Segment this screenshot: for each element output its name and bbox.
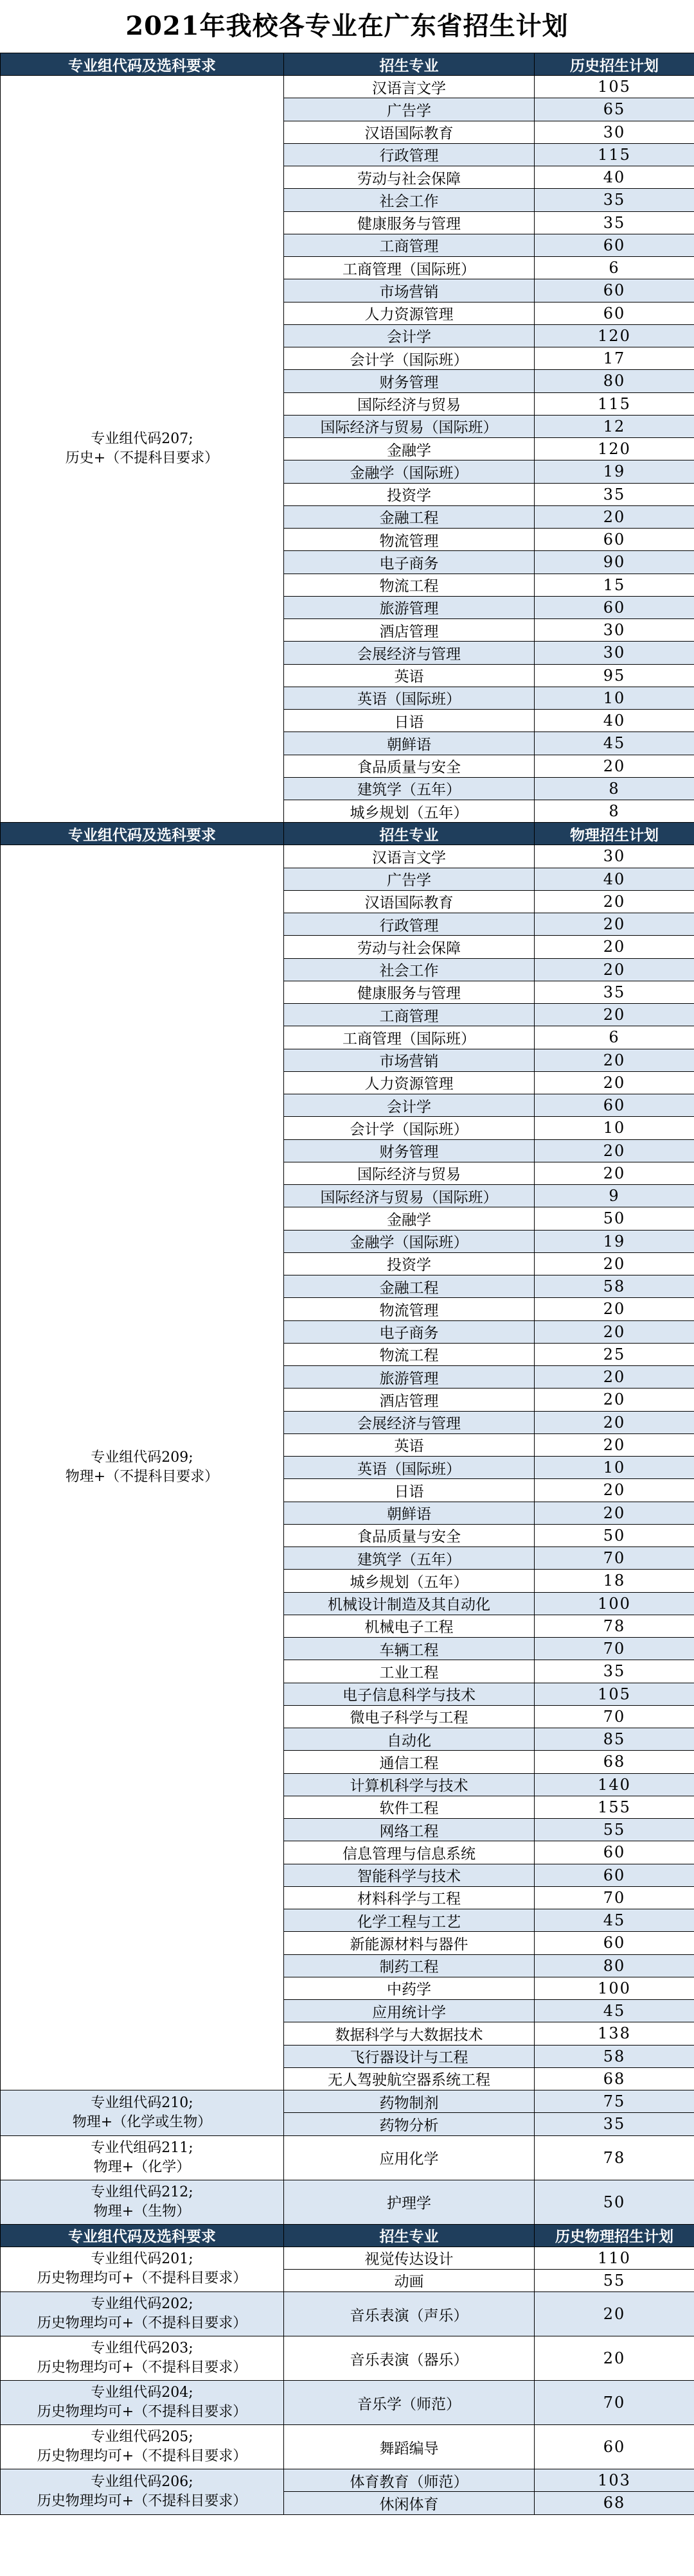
major-cell: 社会工作 [284,189,535,211]
major-cell: 市场营销 [284,279,535,302]
table-row [1,76,694,98]
quota-cell: 60 [535,279,694,302]
major-cell: 自动化 [284,1728,535,1751]
major-cell: 金融学 [284,438,535,460]
major-cell: 城乡规划（五年） [284,1570,535,1592]
major-cell: 劳动与社会保障 [284,166,535,189]
major-cell: 视觉传达设计 [284,2247,535,2269]
quota-cell: 120 [535,324,694,347]
major-cell: 国际经济与贸易 [284,1162,535,1184]
major-cell: 财务管理 [284,1139,535,1162]
major-cell: 护理学 [284,2180,535,2224]
group-code-line: 历史+（不提科目要求） [65,450,219,467]
quota-cell: 30 [535,642,694,664]
major-cell: 物流工程 [284,574,535,596]
quota-cell: 20 [535,1366,694,1389]
quota-cell: 20 [535,936,694,958]
major-cell: 无人驾驶航空器系统工程 [284,2067,535,2090]
quota-cell: 35 [535,1660,694,1683]
major-cell: 应用统计学 [284,2000,535,2022]
group-code-line: 物理+（化学或生物） [72,2114,212,2130]
quota-cell: 6 [535,257,694,279]
major-cell: 工商管理 [284,234,535,256]
major-cell: 通信工程 [284,1751,535,1773]
major-cell: 金融学 [284,1207,535,1230]
group-code-cell [1,845,284,2090]
major-cell: 英语 [284,664,535,687]
group-code-cell [1,2180,284,2224]
major-cell: 日语 [284,1479,535,1502]
quota-cell: 60 [535,234,694,256]
column-header: 专业组代码及选科要求 [1,53,284,76]
major-cell: 国际经济与贸易（国际班） [284,1185,535,1207]
major-cell: 投资学 [284,483,535,505]
major-cell: 英语（国际班） [284,1457,535,1479]
quota-cell: 115 [535,143,694,166]
major-cell: 建筑学（五年） [284,777,535,800]
major-cell: 计算机科学与技术 [284,1773,535,1796]
quota-cell: 60 [535,302,694,324]
group-code-cell [1,2469,284,2515]
group-code-line: 历史物理均可+（不提科目要求） [37,2404,247,2420]
major-cell: 会展经济与管理 [284,1411,535,1433]
quota-cell: 115 [535,392,694,415]
major-cell: 日语 [284,710,535,732]
major-cell: 体育教育（师范） [284,2469,535,2492]
group-code-line: 历史物理均可+（不提科目要求） [37,2315,247,2331]
quota-cell: 17 [535,347,694,370]
major-cell: 机械电子工程 [284,1615,535,1637]
major-cell: 新能源材料与器件 [284,1932,535,1954]
quota-cell: 20 [535,1433,694,1456]
quota-cell: 40 [535,868,694,890]
table-row [1,2292,694,2336]
quota-cell: 12 [535,415,694,437]
major-cell: 市场营销 [284,1049,535,1071]
quota-cell: 20 [535,755,694,777]
table-row [1,2336,694,2381]
quota-cell: 140 [535,1773,694,1796]
quota-cell: 8 [535,800,694,823]
group-code-line: 历史物理均可+（不提科目要求） [37,2448,247,2464]
quota-cell: 78 [535,1615,694,1637]
quota-cell: 155 [535,1796,694,1818]
major-cell: 社会工作 [284,958,535,981]
table-row [1,2135,694,2180]
quota-cell: 20 [535,1298,694,1320]
major-cell: 投资学 [284,1252,535,1275]
quota-cell: 6 [535,1026,694,1049]
major-cell: 健康服务与管理 [284,981,535,1003]
quota-cell: 35 [535,981,694,1003]
quota-cell: 50 [535,1207,694,1230]
quota-cell: 40 [535,166,694,189]
major-cell: 智能科学与技术 [284,1864,535,1886]
quota-cell: 35 [535,483,694,505]
group-code-line: 历史物理均可+（不提科目要求） [37,2493,247,2509]
quota-cell: 45 [535,1909,694,1932]
quota-cell: 15 [535,574,694,596]
major-cell: 英语（国际班） [284,687,535,709]
section-header-row [1,2224,694,2247]
major-cell: 广告学 [284,868,535,890]
quota-cell: 10 [535,687,694,709]
major-cell: 财务管理 [284,370,535,392]
quota-cell: 70 [535,1547,694,1570]
major-cell: 劳动与社会保障 [284,936,535,958]
group-code-line: 专业代组码211; [91,2139,193,2156]
quota-cell: 70 [535,2381,694,2425]
quota-cell: 70 [535,1886,694,1909]
quota-cell: 20 [535,1162,694,1184]
quota-cell: 100 [535,1592,694,1615]
major-cell: 国际经济与贸易 [284,392,535,415]
major-cell: 工商管理（国际班） [284,257,535,279]
quota-cell: 50 [535,1524,694,1546]
major-cell: 食品质量与安全 [284,1524,535,1546]
quota-cell: 58 [535,1275,694,1298]
major-cell: 行政管理 [284,143,535,166]
quota-cell: 35 [535,189,694,211]
major-cell: 音乐表演（声乐） [284,2292,535,2336]
column-header: 历史招生计划 [535,53,694,76]
quota-cell: 35 [535,2113,694,2135]
major-cell: 电子商务 [284,551,535,574]
major-cell: 行政管理 [284,913,535,936]
quota-cell: 20 [535,2336,694,2381]
major-cell: 软件工程 [284,1796,535,1818]
quota-cell: 110 [535,2247,694,2269]
quota-cell: 30 [535,845,694,868]
quota-cell: 30 [535,619,694,642]
column-header: 招生专业 [284,53,535,76]
quota-cell: 60 [535,2425,694,2469]
major-cell: 汉语言文学 [284,76,535,98]
quota-cell: 90 [535,551,694,574]
quota-cell: 20 [535,1389,694,1411]
major-cell: 金融工程 [284,1275,535,1298]
major-cell: 数据科学与大数据技术 [284,2022,535,2045]
quota-cell: 80 [535,370,694,392]
quota-cell: 60 [535,1094,694,1117]
quota-cell: 45 [535,732,694,755]
column-header: 历史物理招生计划 [535,2224,694,2247]
major-cell: 飞行器设计与工程 [284,2045,535,2067]
major-cell: 会计学 [284,324,535,347]
major-cell: 酒店管理 [284,619,535,642]
major-cell: 汉语国际教育 [284,121,535,143]
table-row [1,2247,694,2269]
major-cell: 朝鲜语 [284,732,535,755]
quota-cell: 120 [535,438,694,460]
quota-cell: 20 [535,1502,694,1524]
quota-cell: 20 [535,1479,694,1502]
group-code-line: 物理+（生物） [93,2203,191,2220]
group-code-line: 专业组代码210; [91,2094,193,2111]
column-header: 招生专业 [284,823,535,845]
group-code-cell [1,2090,284,2136]
group-code-cell [1,76,284,823]
group-code-cell [1,2381,284,2425]
group-code-cell [1,2292,284,2336]
group-code-line: 专业组代码205; [91,2429,193,2445]
quota-cell: 60 [535,1841,694,1864]
major-cell: 会计学 [284,1094,535,1117]
major-cell: 国际经济与贸易（国际班） [284,415,535,437]
major-cell: 化学工程与工艺 [284,1909,535,1932]
quota-cell: 19 [535,1230,694,1252]
quota-cell: 68 [535,1751,694,1773]
major-cell: 酒店管理 [284,1389,535,1411]
major-cell: 中药学 [284,1977,535,1999]
group-code-line: 物理+（不提科目要求） [65,1469,219,1485]
group-code-line: 历史物理均可+（不提科目要求） [37,2360,247,2376]
quota-cell: 50 [535,2180,694,2224]
quota-cell: 60 [535,529,694,551]
column-header: 招生专业 [284,2224,535,2247]
quota-cell: 80 [535,1954,694,1977]
quota-cell: 60 [535,1932,694,1954]
quota-cell: 105 [535,1683,694,1705]
quota-cell: 78 [535,2135,694,2180]
major-cell: 食品质量与安全 [284,755,535,777]
page-title: 2021年我校各专业在广东省招生计划 [125,11,569,41]
quota-cell: 70 [535,1705,694,1728]
column-header: 专业组代码及选科要求 [1,2224,284,2247]
major-cell: 金融学（国际班） [284,460,535,483]
quota-cell: 35 [535,211,694,234]
major-cell: 电子信息科学与技术 [284,1683,535,1705]
quota-cell: 19 [535,460,694,483]
quota-cell: 68 [535,2492,694,2514]
quota-cell: 20 [535,1320,694,1343]
group-code-line: 专业组代码204; [91,2385,193,2401]
quota-cell: 55 [535,1819,694,1841]
table-row [1,2425,694,2469]
major-cell: 微电子科学与工程 [284,1705,535,1728]
group-code-line: 专业组代码202; [91,2296,193,2312]
group-code-line: 历史物理均可+（不提科目要求） [37,2270,247,2287]
quota-cell: 45 [535,2000,694,2022]
quota-cell: 20 [535,1049,694,1071]
table-row [1,845,694,868]
quota-cell: 70 [535,1638,694,1660]
quota-cell: 10 [535,1117,694,1139]
major-cell: 金融工程 [284,505,535,528]
group-code-line: 专业组代码207; [91,431,193,448]
enrollment-table [0,53,694,2515]
major-cell: 材料科学与工程 [284,1886,535,1909]
quota-cell: 65 [535,98,694,121]
group-code-line: 专业组代码212; [91,2184,193,2200]
quota-cell: 138 [535,2022,694,2045]
quota-cell: 105 [535,76,694,98]
major-cell: 人力资源管理 [284,1071,535,1094]
major-cell: 金融学（国际班） [284,1230,535,1252]
major-cell: 应用化学 [284,2135,535,2180]
quota-cell: 40 [535,710,694,732]
major-cell: 音乐表演（器乐） [284,2336,535,2381]
quota-cell: 10 [535,1457,694,1479]
major-cell: 人力资源管理 [284,302,535,324]
section-header-row [1,53,694,76]
major-cell: 汉语国际教育 [284,890,535,913]
major-cell: 电子商务 [284,1320,535,1343]
major-cell: 会计学（国际班） [284,1117,535,1139]
major-cell: 休闲体育 [284,2492,535,2514]
quota-cell: 85 [535,1728,694,1751]
major-cell: 健康服务与管理 [284,211,535,234]
major-cell: 会展经济与管理 [284,642,535,664]
group-code-cell [1,2425,284,2469]
major-cell: 车辆工程 [284,1638,535,1660]
major-cell: 药物分析 [284,2113,535,2135]
quota-cell: 20 [535,1071,694,1094]
section-header-row [1,823,694,845]
quota-cell: 58 [535,2045,694,2067]
major-cell: 工商管理（国际班） [284,1026,535,1049]
major-cell: 音乐学（师范） [284,2381,535,2425]
quota-cell: 95 [535,664,694,687]
major-cell: 工商管理 [284,1004,535,1026]
quota-cell: 20 [535,2292,694,2336]
major-cell: 汉语言文学 [284,845,535,868]
group-code-line: 专业组代码206; [91,2473,193,2490]
quota-cell: 20 [535,1252,694,1275]
quota-cell: 20 [535,505,694,528]
major-cell: 会计学（国际班） [284,347,535,370]
major-cell: 广告学 [284,98,535,121]
major-cell: 网络工程 [284,1819,535,1841]
table-row [1,2090,694,2113]
group-code-cell [1,2135,284,2180]
quota-cell: 20 [535,913,694,936]
quota-cell: 20 [535,890,694,913]
major-cell: 英语 [284,1433,535,1456]
major-cell: 工业工程 [284,1660,535,1683]
column-header: 物理招生计划 [535,823,694,845]
quota-cell: 20 [535,958,694,981]
column-header: 专业组代码及选科要求 [1,823,284,845]
major-cell: 物流管理 [284,1298,535,1320]
quota-cell: 55 [535,2269,694,2291]
group-code-cell [1,2247,284,2292]
major-cell: 旅游管理 [284,596,535,618]
quota-cell: 75 [535,2090,694,2113]
major-cell: 建筑学（五年） [284,1547,535,1570]
major-cell: 朝鲜语 [284,1502,535,1524]
major-cell: 物流管理 [284,529,535,551]
quota-cell: 60 [535,596,694,618]
group-code-cell [1,2336,284,2381]
quota-cell: 20 [535,1411,694,1433]
quota-cell: 25 [535,1343,694,1365]
quota-cell: 68 [535,2067,694,2090]
table-row [1,2180,694,2224]
quota-cell: 18 [535,1570,694,1592]
group-code-line: 物理+（化学） [93,2159,191,2175]
quota-cell: 8 [535,777,694,800]
major-cell: 信息管理与信息系统 [284,1841,535,1864]
quota-cell: 103 [535,2469,694,2492]
quota-cell: 60 [535,1864,694,1886]
quota-cell: 20 [535,1004,694,1026]
quota-cell: 20 [535,1139,694,1162]
major-cell: 机械设计制造及其自动化 [284,1592,535,1615]
major-cell: 动画 [284,2269,535,2291]
major-cell: 舞蹈编导 [284,2425,535,2469]
major-cell: 城乡规划（五年） [284,800,535,823]
table-row [1,2381,694,2425]
major-cell: 药物制剂 [284,2090,535,2113]
quota-cell: 30 [535,121,694,143]
major-cell: 制药工程 [284,1954,535,1977]
group-code-line: 专业组代码209; [91,1450,193,1466]
quota-cell: 100 [535,1977,694,1999]
quota-cell: 9 [535,1185,694,1207]
group-code-line: 专业组代码203; [91,2340,193,2356]
group-code-line: 专业组代码201; [91,2251,193,2268]
table-row [1,2469,694,2492]
major-cell: 物流工程 [284,1343,535,1365]
major-cell: 旅游管理 [284,1366,535,1389]
